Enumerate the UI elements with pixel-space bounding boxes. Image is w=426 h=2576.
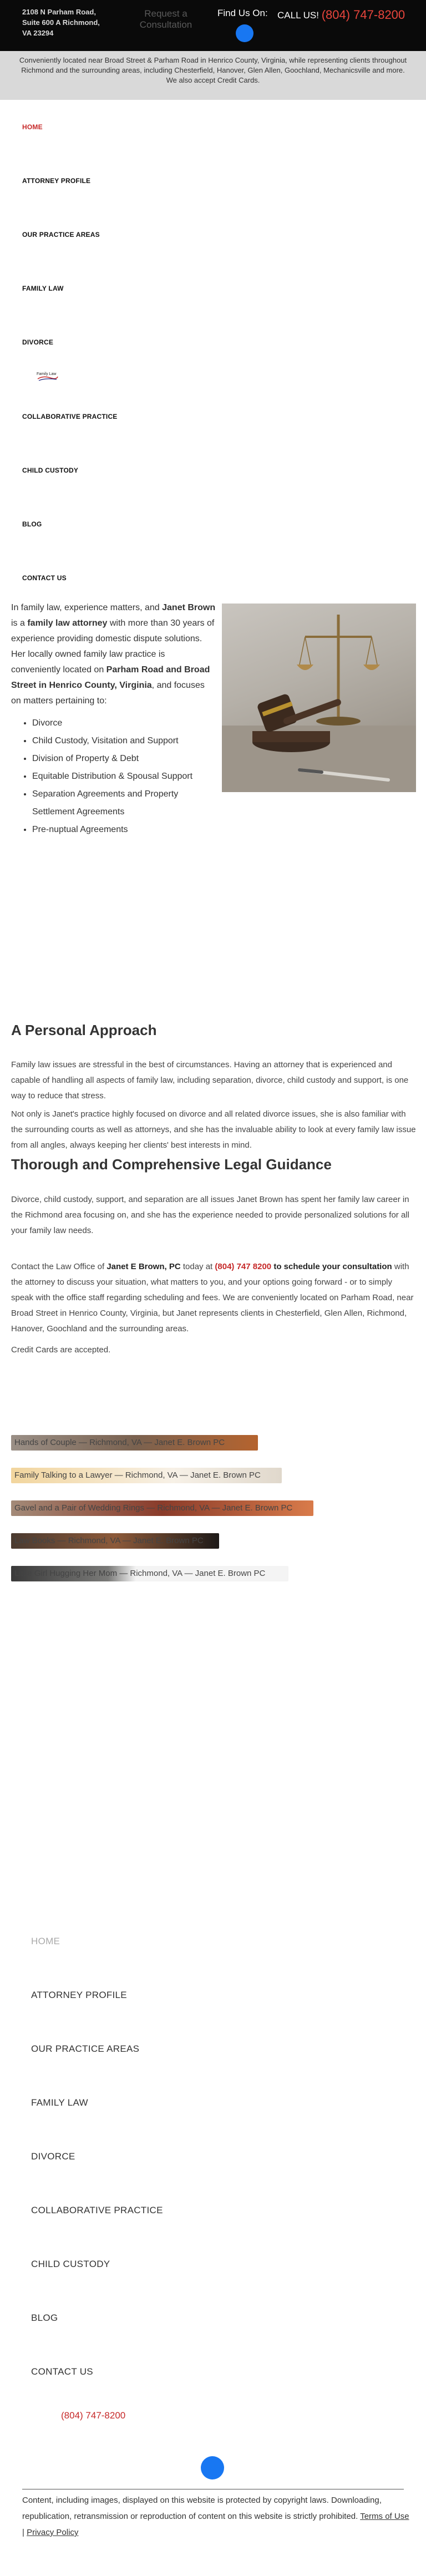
image-gavel-wedding-rings: Gavel and a Pair of Wedding Rings — Richmond, VA — Janet E. Brown PC bbox=[11, 1500, 313, 1516]
footer-phone-link[interactable]: (804) 747-8200 bbox=[61, 2410, 126, 2421]
legal-guidance-heading: Thorough and Comprehensive Legal Guidance bbox=[11, 1156, 332, 1173]
terms-of-use-link[interactable]: Terms of Use bbox=[360, 2512, 409, 2521]
list-item: • Child Custody, Visitation and Support bbox=[32, 732, 216, 750]
request-consultation-link[interactable] bbox=[135, 8, 196, 31]
personal-approach-heading: A Personal Approach bbox=[11, 1022, 157, 1038]
copyright-notice: Content, including images, displayed on this website is protected by copyright laws. Downloading, republication, retransmission or reproduction of content on this website is strictly prohibited. Terms of Use | Privacy Policy bbox=[22, 2496, 409, 2537]
list-item: • Divorce bbox=[32, 714, 216, 732]
address-line-1: 2108 N Parham Road, bbox=[22, 8, 96, 16]
personal-approach-paragraph-1: Family law issues are stressful in the best of circumstances. Having an attorney that is experienced and capable of handling all aspects of family law, including separation, divorce, child custody and support, is one way to reduce that stress. bbox=[11, 1060, 409, 1101]
legal-guidance-paragraph-1: Divorce, child custody, support, and separation are all issues Janet Brown has spent her family law career in the Richmond area focusing on, and she has the experience needed to provide personalized solutions for all your family law needs. bbox=[11, 1195, 409, 1235]
consult-line-2: Consultation bbox=[139, 19, 192, 30]
footer-nav-divorce[interactable]: DIVORCE bbox=[31, 2151, 75, 2162]
office-address bbox=[22, 7, 116, 38]
nav-item-blog[interactable]: BLOG bbox=[22, 520, 42, 528]
footer-nav-contact-us[interactable]: CONTACT US bbox=[31, 2366, 93, 2377]
nav-item-contact-us[interactable]: CONTACT US bbox=[22, 574, 67, 582]
footer-nav-family-law[interactable]: FAMILY LAW bbox=[31, 2097, 88, 2108]
call-us[interactable] bbox=[277, 8, 405, 22]
intro-paragraph-1: In family law, experience matters, and Janet Brown is a family law attorney with more than 30 years of experience providing domestic dispute solutions. bbox=[11, 603, 216, 643]
footer-nav-child-custody[interactable]: CHILD CUSTODY bbox=[31, 2259, 110, 2269]
address-line-2: Suite 600 A Richmond, bbox=[22, 18, 100, 27]
nav-item-collaborative-practice[interactable]: COLLABORATIVE PRACTICE bbox=[22, 413, 118, 420]
practice-matters-list bbox=[11, 714, 216, 839]
address-line-3: VA 23294 bbox=[22, 29, 54, 37]
personal-approach-paragraph-2: Not only is Janet's practice highly focused on divorce and all related divorce issues, she is also familiar with the surrounding courts as well as attorneys, and she has the invaluable ability to look at every family law issue from all angles, always keeping her clients' best interests in mind. bbox=[11, 1109, 416, 1150]
nav-item-practice-areas[interactable]: OUR PRACTICE AREAS bbox=[22, 231, 100, 239]
footer-nav-home[interactable]: HOME bbox=[31, 1936, 60, 1946]
footer-nav-practice-areas[interactable]: OUR PRACTICE AREAS bbox=[31, 2043, 140, 2054]
call-us-label: CALL US! bbox=[277, 10, 319, 21]
intro-section bbox=[11, 600, 216, 839]
footer-nav-attorney-profile[interactable]: ATTORNEY PROFILE bbox=[31, 1990, 127, 2000]
nav-item-child-custody[interactable]: CHILD CUSTODY bbox=[22, 466, 79, 474]
footer-nav-collaborative-practice[interactable]: COLLABORATIVE PRACTICE bbox=[31, 2205, 163, 2215]
header-phone-link[interactable]: (804) 747-8200 bbox=[321, 8, 405, 22]
privacy-policy-link[interactable]: Privacy Policy bbox=[27, 2528, 79, 2537]
list-item: • Division of Property & Debt bbox=[32, 750, 216, 768]
list-item: • Equitable Distribution & Spousal Support bbox=[32, 768, 216, 785]
footer-facebook-icon[interactable] bbox=[201, 2456, 224, 2479]
find-us-label: Find Us On: bbox=[217, 8, 268, 18]
gavel-and-scales-image bbox=[222, 604, 416, 792]
list-item: • Separation Agreements and Property Settlement Agreements bbox=[32, 785, 216, 821]
image-law-books: Law Books — Richmond, VA — Janet E. Brown PC bbox=[11, 1533, 219, 1549]
mobile-nav-menu bbox=[0, 100, 426, 599]
location-notice: Conveniently located near Broad Street & Parham Road in Henrico County, Virginia, while representing clients throughout Richmond and the surrounding areas, including Chesterfield, Hanover, Glen Allen, Goochland, Mechanicsville and more. We also accept Credit Cards. bbox=[0, 51, 426, 100]
facebook-icon[interactable] bbox=[236, 24, 253, 42]
nav-item-attorney-profile[interactable]: ATTORNEY PROFILE bbox=[22, 177, 91, 185]
top-bar bbox=[0, 0, 426, 51]
list-item: • Pre-nuptual Agreements bbox=[32, 821, 216, 839]
image-family-talking-to-lawyer: Family Talking to a Lawyer — Richmond, VA — Janet E. Brown PC bbox=[11, 1468, 282, 1483]
image-girl-hugging-mom: Little Girl Hugging Her Mom — Richmond, VA — Janet E. Brown PC bbox=[11, 1566, 288, 1581]
nav-item-family-law[interactable]: FAMILY LAW bbox=[22, 285, 64, 292]
footer-nav-blog[interactable]: BLOG bbox=[31, 2313, 58, 2323]
body-phone-link[interactable]: (804) 747 8200 bbox=[215, 1262, 272, 1271]
legal-guidance-paragraph-2: Contact the Law Office of Janet E Brown, PC today at (804) 747 8200 to schedule your consultation with the attorney to discuss your situation, what matters to you, and your options going forward - or to simply speak with the office staff regarding scheduling and fees. We are conveniently located on Parham Road, near Broad Street in Henrico County, Virginia, but Janet represents clients in Chesterfield, Glen Allen, Richmond, Hanover, Goochland and the surrounding areas. bbox=[11, 1262, 414, 1333]
intro-paragraph-2: Her locally owned family law practice is conveniently located on Parham Road and Broad Street in Henrico County, Virginia, and focuses on matters pertaining to: bbox=[11, 650, 210, 706]
nav-item-home[interactable]: HOME bbox=[22, 123, 43, 131]
nav-item-divorce[interactable]: DIVORCE bbox=[22, 338, 54, 346]
credit-cards-note: Credit Cards are accepted. bbox=[11, 1345, 111, 1355]
family-law-logo-icon bbox=[36, 370, 60, 382]
consult-line-1: Request a bbox=[144, 8, 187, 19]
family-law-logo-text: Family Law bbox=[37, 372, 57, 376]
gavel-illustration-icon bbox=[222, 604, 416, 792]
image-hands-of-couple: Hands of Couple — Richmond, VA — Janet E. Brown PC bbox=[11, 1435, 258, 1451]
